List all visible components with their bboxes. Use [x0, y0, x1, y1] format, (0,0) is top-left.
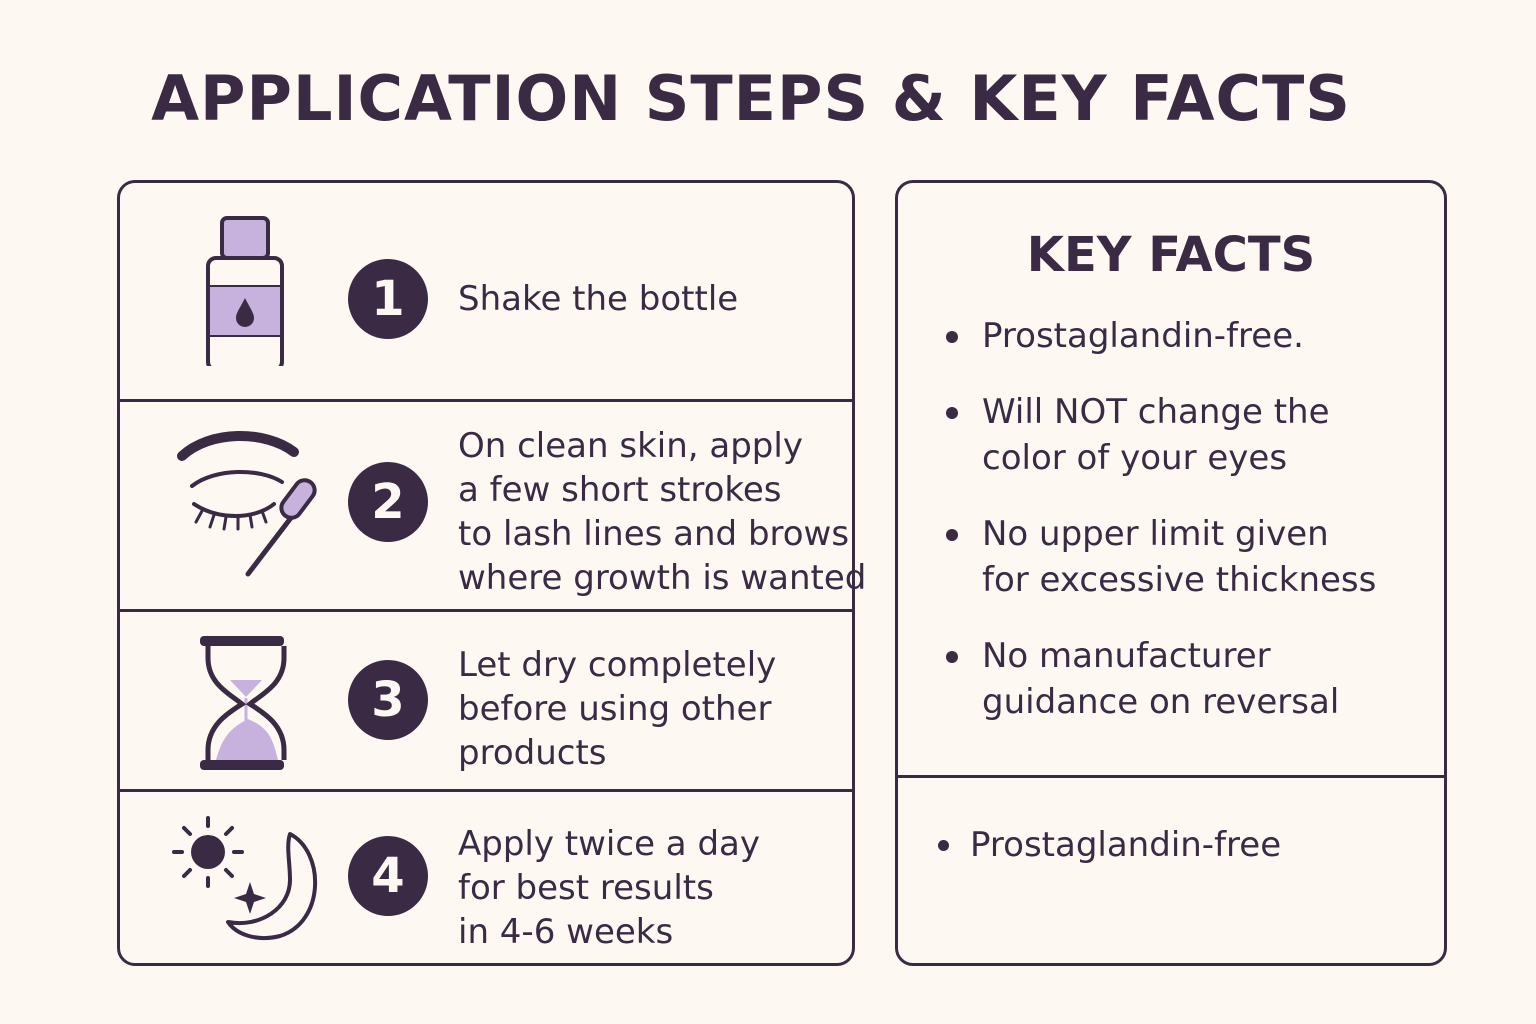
step-number-badge: 2	[348, 462, 428, 542]
step-text-line: On clean skin, apply	[458, 426, 803, 466]
step-text-line: Let dry completely	[458, 645, 777, 685]
step-text-line: to lash lines and brows	[458, 514, 850, 554]
step-text-line: before using other	[458, 689, 772, 729]
key-fact-item	[940, 389, 1410, 481]
key-facts-list	[940, 313, 1410, 755]
step-row-2	[120, 399, 867, 609]
bullet-icon	[946, 529, 958, 541]
steps-panel	[117, 180, 867, 966]
step-text-line: Shake the bottle	[458, 279, 739, 319]
key-fact-item	[940, 633, 1410, 725]
step-text	[458, 277, 854, 321]
step-text-line: in 4-6 weeks	[458, 912, 674, 952]
step-number-badge: 3	[348, 660, 428, 740]
bullet-icon	[946, 651, 958, 663]
step-number-badge: 1	[348, 259, 428, 339]
key-fact-line: guidance on reversal	[982, 682, 1340, 722]
key-fact-line: for excessive thickness	[982, 560, 1377, 600]
step-row-1	[120, 183, 852, 399]
page-title: APPLICATION STEPS & KEY FACTS	[151, 62, 1351, 135]
footer-fact-text: Prostaglandin-free	[970, 825, 1282, 865]
step-text	[458, 822, 854, 954]
step-text	[458, 424, 867, 600]
step-text-line: where growth is wanted	[458, 558, 867, 598]
key-fact-item	[940, 511, 1410, 603]
key-fact-item	[940, 313, 1410, 359]
divider	[898, 775, 1444, 778]
step-row-4	[120, 789, 852, 963]
step-text-line: for best results	[458, 868, 714, 908]
key-fact-line: No upper limit given	[982, 514, 1329, 554]
eye-applicator-icon	[170, 430, 320, 580]
footer-fact-item	[932, 823, 1281, 867]
key-fact-line: No manufacturer	[982, 636, 1271, 676]
key-facts-panel	[895, 180, 1447, 966]
step-text-line: a few short strokes	[458, 470, 782, 510]
step-text	[458, 643, 854, 775]
key-fact-line: Will NOT change the	[982, 392, 1330, 432]
step-row-3	[120, 609, 852, 789]
step-number-badge: 4	[348, 836, 428, 916]
key-fact-line: Prostaglandin-free.	[982, 316, 1304, 356]
sun-moon-icon	[170, 804, 320, 954]
key-fact-line: color of your eyes	[982, 438, 1288, 478]
bullet-icon	[946, 331, 958, 343]
hourglass-icon	[170, 628, 320, 778]
step-text-line: Apply twice a day	[458, 824, 760, 864]
bullet-icon	[946, 407, 958, 419]
key-facts-title: KEY FACTS	[1026, 227, 1316, 283]
bullet-icon	[938, 840, 949, 851]
bottle-icon	[170, 216, 320, 366]
step-text-line: products	[458, 733, 607, 773]
